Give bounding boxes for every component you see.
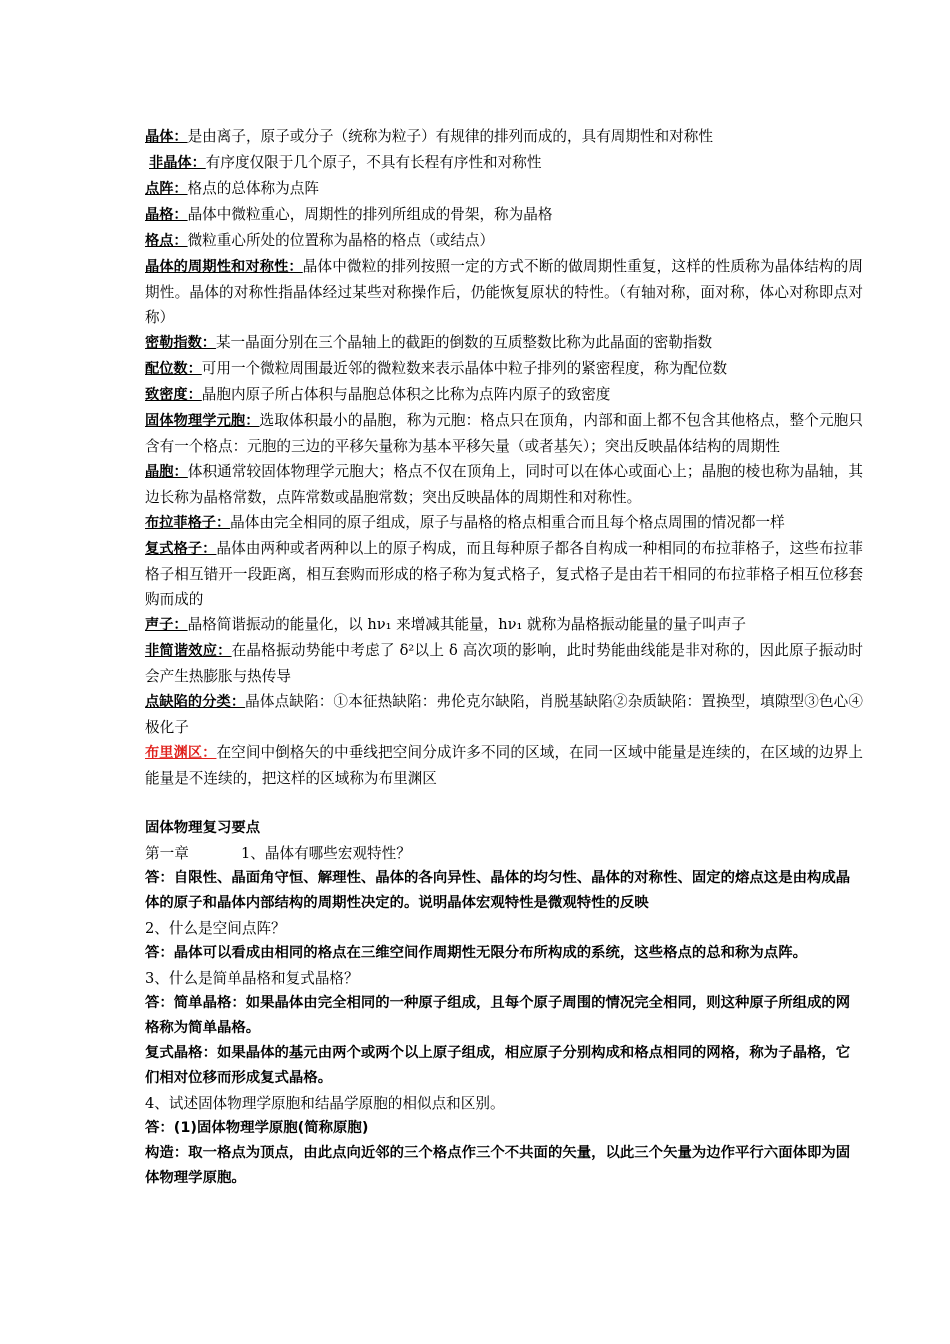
definition-packing-density — [145, 382, 863, 408]
definition-text: 晶胞内原子所占体积与晶胞总体积之比称为点阵内原子的致密度 — [201, 386, 611, 403]
question-2: 2、什么是空间点阵？ — [145, 920, 286, 937]
definition-bravais-lattice — [145, 510, 863, 536]
definition-phonon — [145, 612, 863, 638]
term-label: 点阵： — [145, 181, 188, 197]
definition-text: 晶体点缺陷：①本征热缺陷：弗伦克尔缺陷，肖脱基缺陷②杂质缺陷：置换型，填隙型③色心④极化子 — [145, 693, 863, 736]
definition-brillouin-zone — [145, 740, 863, 791]
answer-2: 答：晶体可以看成由相同的格点在三维空间作周期性无限分布所构成的系统，这些格点的总和称为点阵。 — [145, 945, 807, 961]
definition-text: 某一晶面分别在三个晶轴上的截距的倒数的互质整数比称为此晶面的密勒指数 — [215, 334, 713, 351]
term-label: 非简谐效应： — [145, 643, 232, 659]
definition-periodicity-symmetry — [145, 254, 863, 330]
definition-text: 是由离子，原子或分子（统称为粒子）有规律的排列而成的，具有周期性和对称性 — [187, 128, 713, 145]
term-label: 致密度： — [145, 387, 202, 403]
question-3: 3、什么是简单晶格和复式晶格？ — [145, 970, 359, 987]
term-label: 晶胞： — [145, 464, 188, 480]
term-label: 晶体的周期性和对称性： — [145, 259, 303, 275]
definition-miller-index — [145, 330, 863, 356]
definition-lattice — [145, 202, 863, 228]
question-text: 1、晶体有哪些宏观特性？ — [241, 845, 411, 862]
definition-text: 晶体中微粒重心，周期性的排列所组成的骨架，称为晶格 — [187, 206, 553, 223]
chapter-label: 第一章 — [145, 845, 189, 862]
definition-text: 晶体由完全相同的原子组成，原子与晶格的格点相重合而且每个格点周围的情况都一样 — [230, 514, 785, 531]
definition-text: 微粒重心所处的位置称为晶格的格点（或结点） — [187, 232, 495, 249]
definition-text: 在空间中倒格矢的中垂线把空间分成许多不同的区域，在同一区域中能量是连续的，在区域的边界上能量是不连续的，把这样的区域称为布里渊区 — [145, 744, 863, 787]
answer-1: 答：自限性、晶面角守恒、解理性、晶体的各向异性、晶体的均匀性、晶体的对称性、固定的熔点这是由构成晶体的原子和晶体内部结构的周期性决定的。说明晶体宏观特性是微观特性的反映 — [145, 870, 851, 911]
definition-coordination-number — [145, 356, 863, 382]
definition-primitive-cell — [145, 408, 863, 459]
term-label: 布里渊区： — [145, 745, 217, 761]
document-page — [145, 124, 863, 1191]
question-1 — [145, 841, 863, 866]
term-label: 非晶体： — [149, 155, 206, 171]
answer-4-continued: 构造：取一格点为顶点，由此点向近邻的三个格点作三个不共面的矢量，以此三个矢量为边作平行六面体即为固体物理学原胞。 — [145, 1145, 851, 1186]
definition-compound-lattice — [145, 536, 863, 612]
definition-text: 晶体由两种或者两种以上的原子构成，而且每种原子都各自构成一种相同的布拉菲格子，这些布拉菲格子相互错开一段距离，相互套购而形成的格子称为复式格子，复式格子是由若干相同的布拉菲格子相互位移套购而成的 — [145, 540, 863, 608]
term-label: 密勒指数： — [145, 335, 216, 351]
term-label: 点缺陷的分类： — [145, 694, 246, 710]
definition-text: 选取体积最小的晶胞，称为元胞：格点只在顶角，内部和面上都不包含其他格点，整个元胞只含有一个格点：元胞的三边的平移矢量称为基本平移矢量（或者基矢）；突出反映晶体结构的周期性 — [145, 412, 863, 455]
definition-amorphous — [145, 150, 863, 176]
term-label: 复式格子： — [145, 541, 217, 557]
term-label: 格点： — [145, 233, 188, 249]
question-4: 4、试述固体物理学原胞和结晶学原胞的相似点和区别。 — [145, 1095, 505, 1112]
answer-3: 答：简单晶格：如果晶体由完全相同的一种原子组成，且每个原子周围的情况完全相同，则这种原子所组成的网格称为简单晶格。 — [145, 995, 851, 1036]
answer-3-continued: 复式晶格：如果晶体的基元由两个或两个以上原子组成，相应原子分别构成和格点相同的网格，称为子晶格，它们相对位移而形成复式晶格。 — [145, 1045, 851, 1086]
definition-lattice-site — [145, 228, 863, 254]
term-label: 声子： — [145, 617, 188, 633]
term-label: 晶格： — [145, 207, 188, 223]
definition-crystal — [145, 124, 863, 150]
section-heading: 固体物理复习要点 — [145, 820, 261, 836]
term-label: 配位数： — [145, 361, 202, 377]
definition-text: 格点的总体称为点阵 — [187, 180, 319, 197]
definition-text: 可用一个微粒周围最近邻的微粒数来表示晶体中粒子排列的紧密程度，称为配位数 — [201, 360, 728, 377]
definition-text: 晶格简谐振动的能量化，以 hν₁ 来增减其能量，hν₁ 就称为晶格振动能量的量子叫声子 — [187, 616, 746, 633]
definition-text: 有序度仅限于几个原子，不具有长程有序性和对称性 — [205, 154, 542, 171]
answer-4: 答：(1)固体物理学原胞(简称原胞) — [145, 1120, 369, 1136]
term-label: 晶体： — [145, 129, 188, 145]
definition-point-defects — [145, 689, 863, 740]
term-label: 固体物理学元胞： — [145, 413, 260, 429]
definition-text: 体积通常较固体物理学元胞大；格点不仅在顶角上，同时可以在体心或面心上；晶胞的棱也称为晶轴，其边长称为晶格常数，点阵常数或晶胞常数；突出反映晶体的周期性和对称性。 — [145, 463, 863, 506]
definition-unit-cell — [145, 459, 863, 510]
definition-text: 晶体中微粒的排列按照一定的方式不断的做周期性重复，这样的性质称为晶体结构的周期性。晶体的对称性指晶体经过某些对称操作后，仍能恢复原状的特性。（有轴对称，面对称，体心对称即点对称） — [145, 258, 863, 326]
definition-text: 在晶格振动势能中考虑了 δ²以上 δ 高次项的影响，此时势能曲线能是非对称的，因此原子振动时会产生热膨胀与热传导 — [145, 642, 863, 685]
term-label: 布拉菲格子： — [145, 515, 231, 531]
definition-anharmonic-effect — [145, 638, 863, 689]
definition-lattice-points — [145, 176, 863, 202]
